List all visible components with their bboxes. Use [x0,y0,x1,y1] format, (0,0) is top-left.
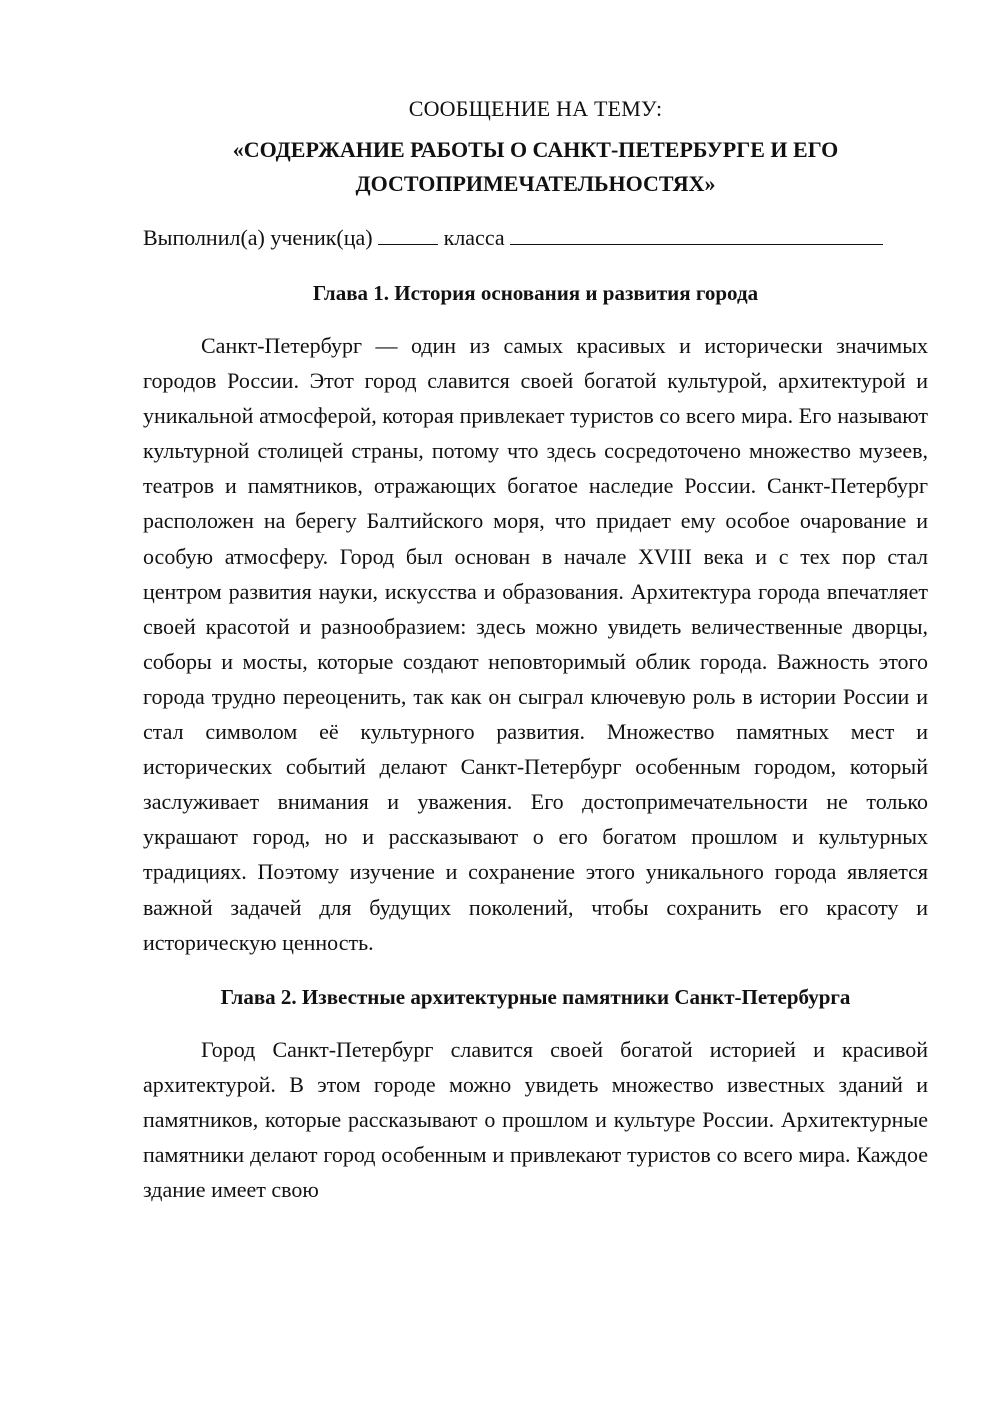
author-class-word: класса [443,225,505,250]
document-header: СООБЩЕНИЕ НА ТЕМУ: [408,96,663,121]
class-blank-field [510,222,883,245]
chapter-2-heading: Глава 2. Известные архитектурные памятники Санкт-Петербурга [220,984,851,1009]
document-title [143,133,928,201]
title-line-1: «СОДЕРЖАНИЕ РАБОТЫ О САНКТ-ПЕТЕРБУРГЕ И ЕГО [232,137,839,162]
document-page [143,92,928,1207]
chapter-2-paragraph: Город Санкт-Петербург славится своей богатой историей и красивой архитектурой. В этом городе можно увидеть множество известных зданий и памятников, которые рассказывают о прошлом и культуре России. Архитектурные памятники делают город особенным и привлекают туристов со всего мира. Каждое здание имеет свою [143,1036,928,1203]
grade-blank-field [378,222,438,245]
chapter-1-paragraph: Санкт-Петербург — один из самых красивых и исторически значимых городов России. Этот город славится своей богатой культурой, архитектурой и уникальной атмосферой, которая привлекает туристов со всего мира. Его называют культурной столицей страны, потому что здесь сосредоточено множество музеев, театров и памятников, отражающих богатое наследие России. Санкт-Петербург расположен на берегу Балтийского моря, что придает ему особое очарование и особую атмосферу. Город был основан в начале XVIII века и с тех пор стал центром развития науки, искусства и образования. Архитектура города впечатляет своей красотой и разнообразием: здесь можно увидеть величественные дворцы, соборы и мосты, которые создают неповторимый облик города. Важность этого города трудно переоценить, так как он сыграл ключевую роль в истории России и стал символом её культурного развития. Множество памятных мест и исторических событий делают Санкт-Петербург особенным городом, который заслуживает внимания и уважения. Его достопримечательности не только украшают город, но и рассказывают о его богатом прошлом и культурных традициях. Поэтому изучение и сохранение этого уникального города является важной задачей для будущих поколений, чтобы сохранить его красоту и историческую ценность. [143,333,928,955]
title-line-2: ДОСТОПРИМЕЧАТЕЛЬНОСТЯХ» [355,171,716,196]
author-line [143,221,928,255]
chapter-1-heading: Глава 1. История основания и развития города [312,281,759,305]
author-prefix: Выполнил(а) ученик(ца) [143,225,373,250]
